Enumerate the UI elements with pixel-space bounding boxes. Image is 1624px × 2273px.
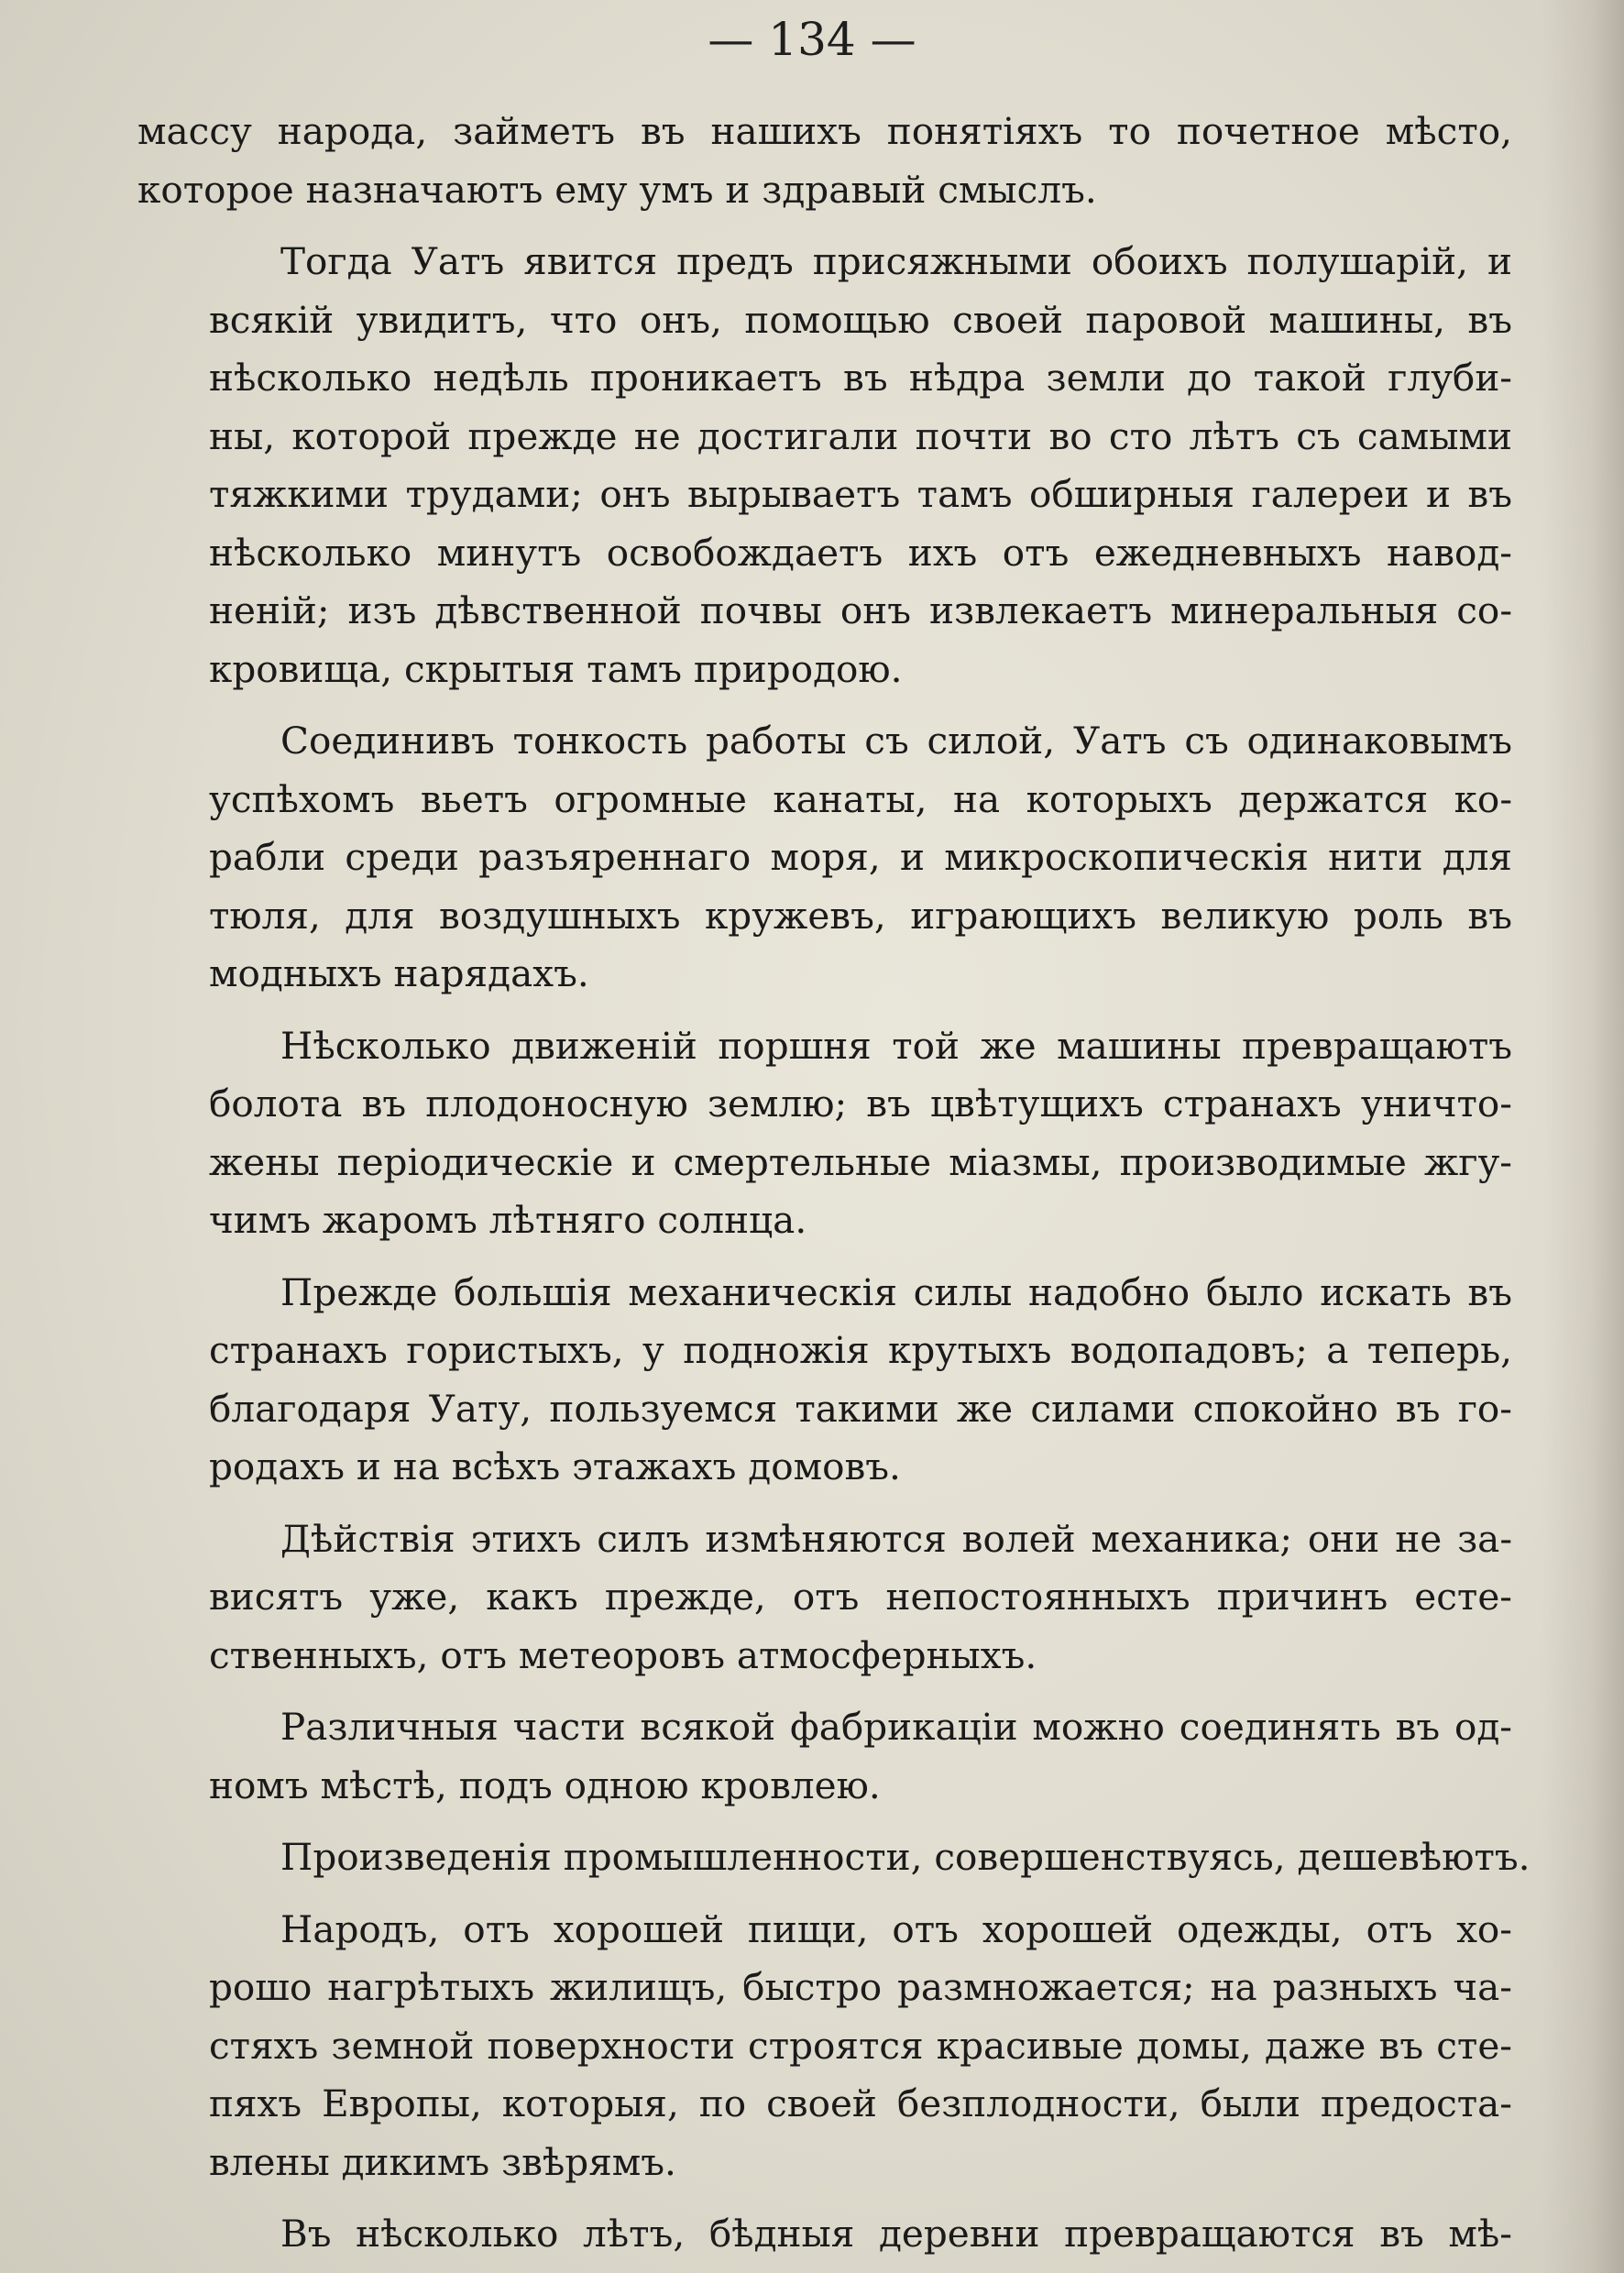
body-text [137,103,1531,2273]
paragraph [137,1901,1512,2192]
text-line: Дѣйствія этихъ силъ измѣняются волей механика; они не за- [280,1516,1512,1561]
text-line: которое назначаютъ ему умъ и здравый смыслъ. [137,167,1097,212]
page-number: — 134 — [708,13,916,66]
text-line: нѣсколько минутъ освобождаетъ ихъ отъ ежедневныхъ навод- [209,530,1512,575]
text-line: ственныхъ, отъ метеоровъ атмосферныхъ. [209,1632,1037,1677]
text-line: кровища, скрытыя тамъ природою. [209,646,903,691]
text-line: Нѣсколько движеній поршня той же машины превращаютъ [280,1023,1512,1068]
text-line: Произведенія промышленности, совершенствуясь, дешевѣютъ. [280,1835,1531,1879]
text-line: Соединивъ тонкость работы съ силой, Уатъ съ одинаковымъ [280,719,1512,763]
text-line: номъ мѣстѣ, подъ одною кровлею. [209,1762,881,1807]
paragraph [137,1828,1531,1887]
text-line: модныхъ нарядахъ. [209,951,589,995]
text-line: Народъ, отъ хорошей пищи, отъ хорошей одежды, отъ хо- [280,1906,1512,1951]
paragraph [137,1698,1512,1815]
paragraph [137,233,1512,698]
text-line: рабли среди разъяреннаго моря, и микроскопическія нити для [209,835,1512,879]
text-line: неній; изъ дѣвственной почвы онъ извлекаетъ минеральныя со- [209,588,1512,632]
text-line: массу народа, займетъ въ нашихъ понятіяхъ то почетное мѣсто, [137,109,1512,153]
text-line: Въ нѣсколько лѣтъ, бѣдныя деревни превращаются въ мѣ- [280,2212,1512,2256]
text-line: благодаря Уату, пользуемся такими же силами спокойно въ го- [209,1386,1512,1431]
text-line: рошо нагрѣтыхъ жилищъ, быстро размножается; на разныхъ ча- [209,1965,1512,2009]
text-line: стяхъ земной поверхности строятся красивые домы, даже въ сте- [209,2023,1512,2068]
text-line: влены дикимъ звѣрямъ. [209,2139,676,2184]
text-line: Тогда Уатъ явится предъ присяжными обоихъ полушарій, и [280,239,1512,283]
paragraph [137,1510,1512,1686]
text-line: чимъ жаромъ лѣтняго солнца. [209,1198,807,1242]
text-line: болота въ плодоносную землю; въ цвѣтущихъ странахъ уничто- [209,1082,1512,1126]
text-line: пяхъ Европы, которыя, по своей безплодности, были предоста- [209,2081,1512,2125]
text-line: тяжкими трудами; онъ вырываетъ тамъ обширныя галереи и въ [209,472,1512,516]
paragraph [137,712,1512,1004]
text-line: висятъ уже, какъ прежде, отъ непостоянныхъ причинъ есте- [209,1575,1512,1619]
text-line: родахъ и на всѣхъ этажахъ домовъ. [209,1444,901,1488]
paragraph [137,1017,1512,1250]
text-line: нѣсколько недѣль проникаетъ въ нѣдра земли до такой глуби- [209,356,1512,400]
text-line: ны, которой прежде не достигали почти во сто лѣтъ съ самыми [209,413,1512,458]
text-line: успѣхомъ вьетъ огромные канаты, на которыхъ держатся ко- [209,776,1512,821]
paragraph [137,2205,1512,2264]
text-line: тюля, для воздушныхъ кружевъ, играющихъ великую роль въ [209,893,1512,938]
text-line: Различныя части всякой фабрикаціи можно соединять въ од- [280,1705,1512,1749]
paragraph [137,1264,1512,1497]
text-line: Прежде большія механическія силы надобно было искать въ [280,1269,1512,1314]
text-line: всякій увидитъ, что онъ, помощью своей паровой машины, въ [209,297,1512,342]
paragraph [137,103,1512,219]
text-line: жены періодическіе и смертельные міазмы, производимые жгу- [209,1139,1512,1184]
text-line: странахъ гористыхъ, у подножія крутыхъ водопадовъ; а теперь, [209,1328,1512,1372]
